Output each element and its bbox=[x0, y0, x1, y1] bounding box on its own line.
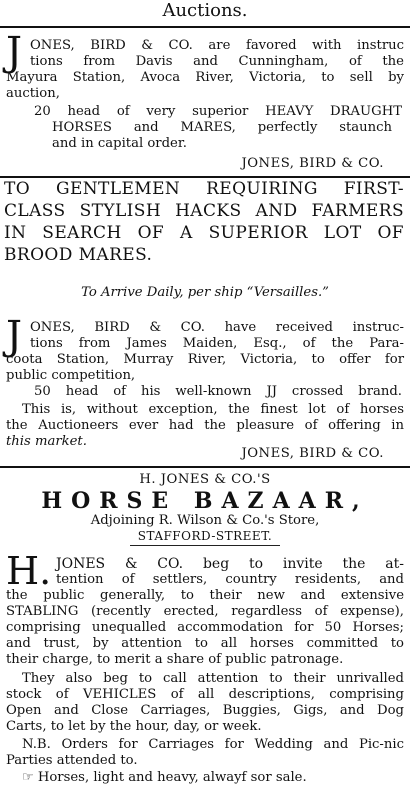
ad2-line6: This is, without exception, the finest lot of horses bbox=[22, 402, 404, 417]
ad2-line7: the Auctioneers ever had the pleasure of offering in bbox=[6, 418, 404, 433]
ad3-p6: and trust, by attention to all horses committed to bbox=[6, 636, 404, 651]
ad3-p14-line bbox=[22, 770, 307, 786]
ad2-arrive: To Arrive Daily, per ship “Versailles.” bbox=[81, 285, 329, 300]
ad3-p13: Parties attended to. bbox=[6, 753, 138, 768]
ad3-p3: the public generally, to their new and extensive bbox=[6, 588, 404, 603]
section-title: Auctions. bbox=[162, 0, 248, 21]
pointing-hand-icon: ☞ bbox=[22, 770, 34, 785]
ad1-line4: auction, bbox=[6, 86, 60, 101]
ad2-head1: TO GENTLEMEN REQUIRING FIRST- bbox=[4, 179, 404, 199]
ad1-line6: HORSES and MARES, perfectly staunch bbox=[52, 120, 392, 135]
ad3-p1: JONES & CO. beg to invite the at- bbox=[56, 556, 404, 572]
ad2-head2: CLASS STYLISH HACKS AND FARMERS bbox=[4, 201, 404, 221]
ad2-rule bbox=[0, 466, 410, 468]
ad2-line3: coota Station, Murray River, Victoria, to offer for bbox=[6, 352, 404, 367]
ad1-signature: JONES, BIRD & CO. bbox=[241, 156, 384, 171]
ad3-bazaar: HORSE BAZAAR, bbox=[41, 488, 369, 514]
ad3-p2: tention of settlers, country residents, and bbox=[56, 572, 404, 587]
ad3-p14: Horses, light and heavy, alwayf sor sale. bbox=[37, 770, 307, 785]
ad2-head4: BROOD MARES. bbox=[4, 245, 153, 265]
ad3-line1: H. JONES & CO.'S bbox=[139, 472, 271, 487]
ad3-p8: They also beg to call attention to their unrivalled bbox=[22, 671, 404, 686]
ad2-line2: tions from James Maiden, Esq., of the Para- bbox=[30, 336, 404, 351]
ad2-line8: this market. bbox=[6, 434, 87, 449]
ad3-p11: Carts, to let by the hour, day, or week. bbox=[6, 719, 262, 734]
ad3-rule bbox=[130, 545, 280, 546]
ad3-line3: Adjoining R. Wilson & Co.'s Store, bbox=[90, 513, 320, 528]
ad1-line3: Mayura Station, Avoca River, Victoria, to sell by bbox=[6, 70, 404, 85]
ad1-line7: and in capital order. bbox=[52, 136, 187, 151]
ad2-line4: public competition, bbox=[6, 368, 136, 383]
ad2-head3: IN SEARCH OF A SUPERIOR LOT OF bbox=[4, 223, 404, 243]
ad2-signature: JONES, BIRD & CO. bbox=[241, 446, 384, 461]
ad3-dropcap: H. bbox=[6, 549, 52, 593]
ad3-p4: STABLING (recently erected, regardless of expense), bbox=[6, 604, 404, 619]
header-rule bbox=[0, 26, 410, 28]
ad3-line4: STAFFORD-STREET. bbox=[137, 529, 273, 543]
ad3-p12: N.B. Orders for Carriages for Wedding and Pic-nic bbox=[22, 737, 404, 752]
ad3-p7: their charge, to merit a share of public patronage. bbox=[6, 652, 344, 667]
ad1-line2: tions from Davis and Cunningham, of the bbox=[30, 54, 404, 69]
ad1-line1: ONES, BIRD & CO. are favored with instruc bbox=[30, 38, 404, 53]
ad2-line5: 50 head of his well-known JJ crossed brand. bbox=[34, 384, 402, 399]
ad3-p5: comprising unequalled accommodation for 50 Horses; bbox=[6, 620, 404, 635]
ad2-line1: ONES, BIRD & CO. have received instruc- bbox=[30, 320, 404, 335]
ad2-dropcap: J bbox=[6, 313, 23, 359]
ad1-dropcap: J bbox=[6, 29, 23, 75]
ad1-line5: 20 head of very superior HEAVY DRAUGHT bbox=[34, 104, 402, 119]
ad3-p9: stock of VEHICLES of all descriptions, comprising bbox=[6, 687, 404, 702]
ad3-p10: Open and Close Carriages, Buggies, Gigs, and Dog bbox=[6, 703, 404, 718]
ad1-rule bbox=[0, 176, 410, 178]
